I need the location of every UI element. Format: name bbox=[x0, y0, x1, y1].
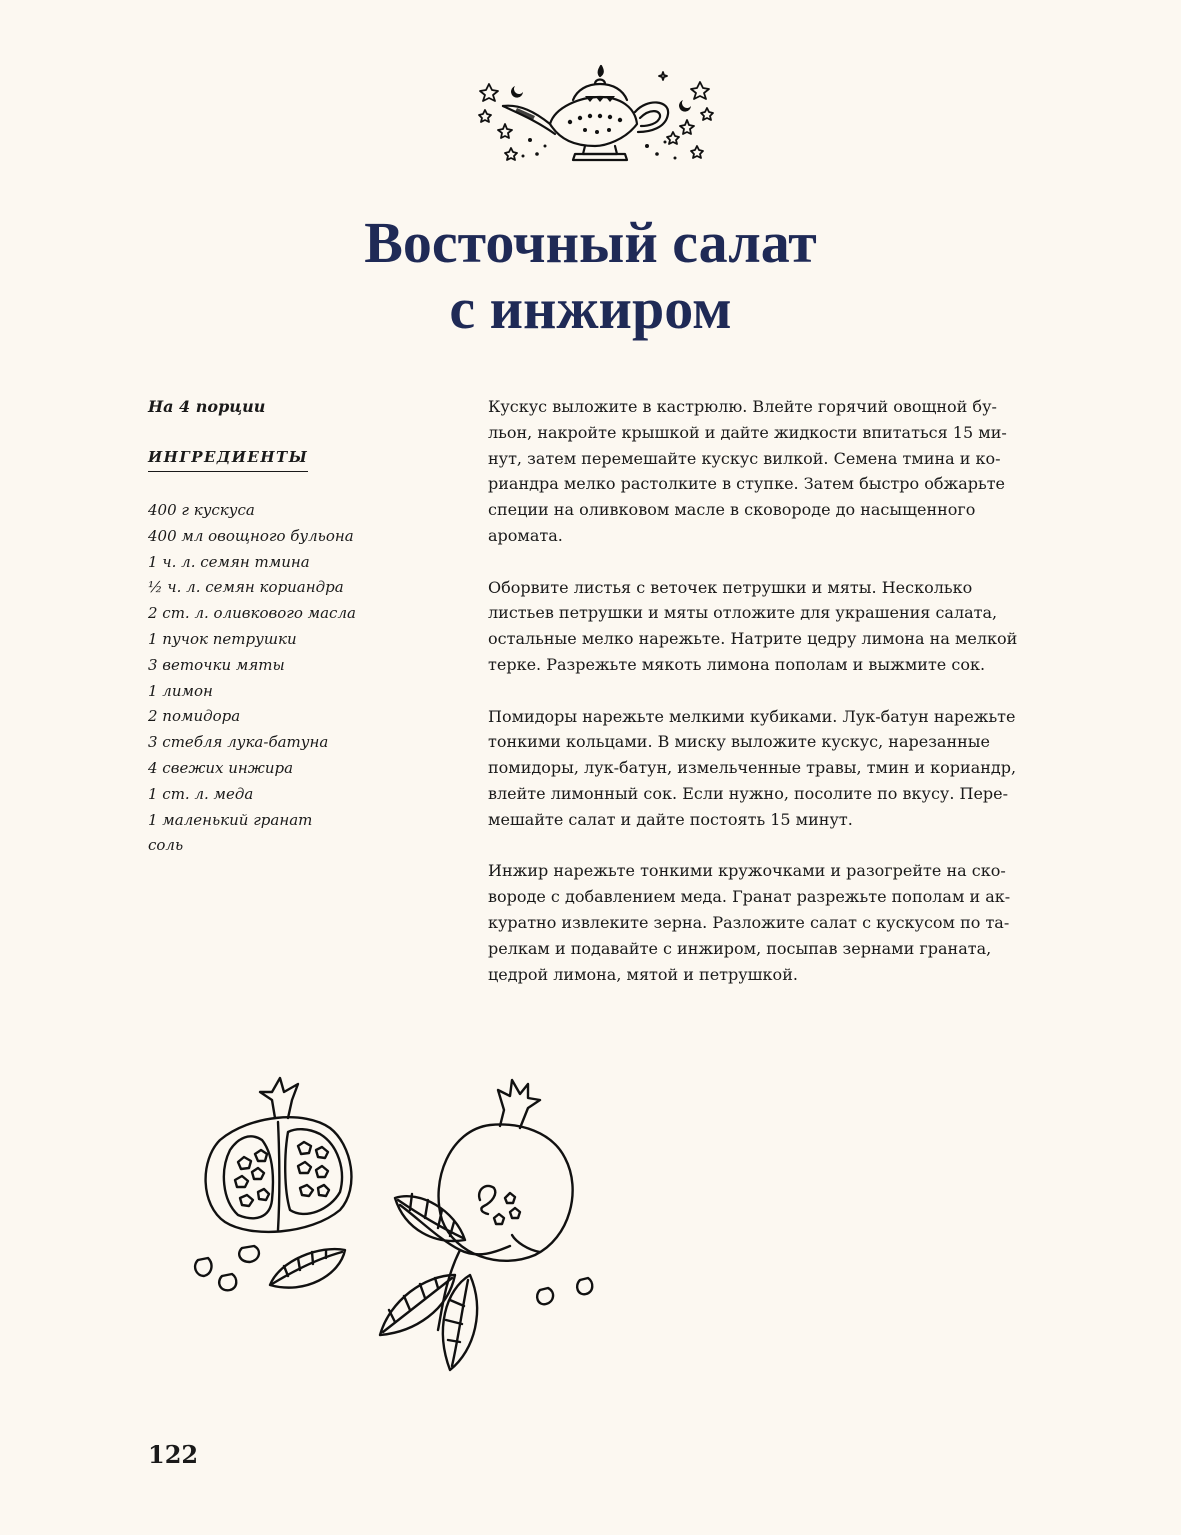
ingredient-item: 2 помидора bbox=[148, 707, 241, 726]
ingredient-item: 1 пучок петрушки bbox=[148, 629, 297, 648]
page-number: 122 bbox=[148, 1440, 199, 1469]
ingredients-column bbox=[148, 394, 448, 859]
title-line-2: с инжиром bbox=[449, 276, 732, 341]
ingredient-item: соль bbox=[148, 836, 184, 855]
pomegranate-illustration bbox=[180, 1070, 650, 1375]
instruction-paragraph: Кускус выложите в кастрюлю. Влейте горячий овощной бу- льон, накройте крышкой и дайте жидкости впитаться 15 ми- нут, затем перемешайте кускус вилкой. Семена тмина и ко- риандра мелко растолките в ступке. Затем быстро обжарьте специи на оливковом масле в сковороде до насыщенного аромата. bbox=[488, 397, 1007, 545]
servings-label: На 4 порции bbox=[148, 397, 266, 416]
ingredient-item: 400 г кускуса bbox=[148, 501, 255, 519]
instruction-paragraph: Помидоры нарежьте мелкими кубиками. Лук-батун нарежьте тонкими кольцами. В миску выложите кускус, нарезанные помидоры, лук-батун, измельченные травы, тмин и кориандр, влейте лимонный сок. Если нужно, посолите по вкусу. Пере- мешайте салат и дайте постоять 15 минут. bbox=[488, 706, 1017, 829]
ingredient-item: 1 маленький гранат bbox=[148, 810, 313, 829]
recipe-title bbox=[0, 210, 1181, 342]
ingredient-item: 1 лимон bbox=[148, 681, 213, 700]
ingredient-item: 1 ч. л. семян тмина bbox=[148, 552, 310, 571]
ingredient-item: 400 мл овощного бульона bbox=[148, 526, 354, 545]
ingredient-item: 2 ст. л. оливкового масла bbox=[148, 604, 356, 623]
instructions-column bbox=[488, 394, 1058, 1013]
instruction-paragraph: Оборвите листья с веточек петрушки и мяты. Несколько листьев петрушки и мяты отложите для украшения салата, остальные мелко нарежьте. Натрите цедру лимона на мелкой терке. Разрежьте мякоть лимона пополам и выжмите сок. bbox=[488, 577, 1018, 674]
ingredient-item: 3 стебля лука-батуна bbox=[148, 733, 329, 752]
ingredients-heading: ИНГРЕДИЕНТЫ bbox=[148, 444, 308, 472]
instruction-paragraph: Инжир нарежьте тонкими кружочками и разогрейте на ско- вороде с добавлением меда. Гранат разрежьте пополам и ак- куратно извлеките зерна. Разложите салат с кускусом по та- релкам и подавайте с инжиром, посыпав зернами граната, цедрой лимона, мятой и петрушкой. bbox=[488, 861, 1011, 984]
ingredient-item: 1 ст. л. меда bbox=[148, 784, 254, 803]
ingredient-item: 3 веточки мяты bbox=[148, 655, 285, 674]
ingredients-list bbox=[148, 498, 448, 859]
ingredient-item: ½ ч. л. семян кориандра bbox=[148, 578, 344, 597]
title-line-1: Восточный салат bbox=[364, 210, 817, 275]
ingredient-item: 4 свежих инжира bbox=[148, 758, 294, 777]
magic-lamp-icon bbox=[475, 62, 725, 177]
